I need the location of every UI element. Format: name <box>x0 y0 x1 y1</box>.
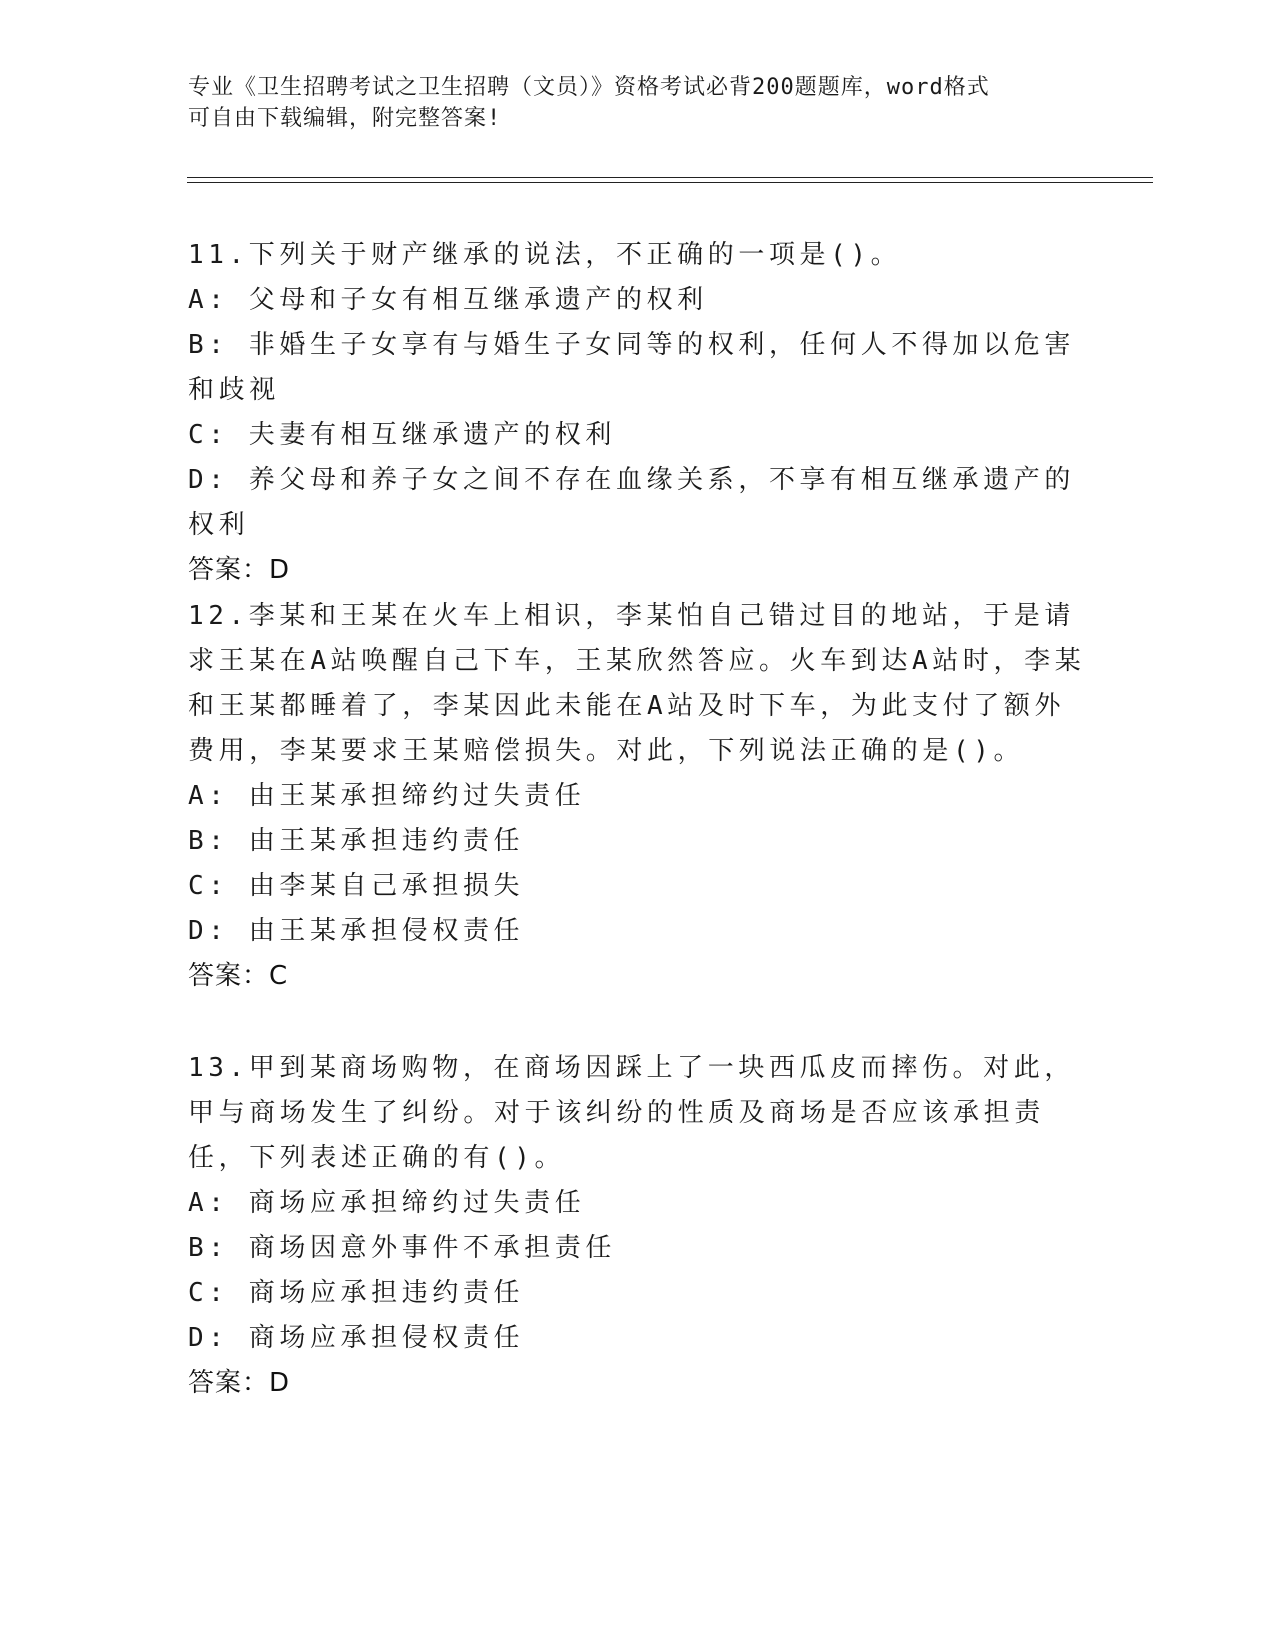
option-a: A: 商场应承担缔约过失责任 <box>188 1188 586 1218</box>
option-a: A: 由王某承担缔约过失责任 <box>188 781 586 811</box>
question-stem: 13.甲到某商场购物，在商场因踩上了一块西瓜皮而摔伤。对此，甲与商场发生了纠纷。对于该纠纷的性质及商场是否应该承担责任，下列表述正确的有()。 <box>188 1053 1075 1173</box>
question-12 <box>188 594 1088 999</box>
option-d: D: 商场应承担侵权责任 <box>188 1323 525 1353</box>
option-d: D: 由王某承担侵权责任 <box>188 916 525 946</box>
header-line-1: 专业《卫生招聘考试之卫生招聘（文员）》资格考试必背200题题库，word格式 <box>188 75 990 100</box>
header-line-2: 可自由下载编辑，附完整答案! <box>188 106 502 131</box>
option-c: C: 商场应承担违约责任 <box>188 1278 525 1308</box>
question-11 <box>188 233 1088 593</box>
answer-line: 答案：D <box>188 1368 291 1398</box>
header-rule-top <box>187 177 1153 178</box>
header-rule-bottom <box>187 182 1153 183</box>
answer-line: 答案：C <box>188 961 289 991</box>
option-b: B: 由王某承担违约责任 <box>188 826 525 856</box>
option-b: B: 非婚生子女享有与婚生子女同等的权利，任何人不得加以危害和歧视 <box>188 330 1075 405</box>
question-stem: 12.李某和王某在火车上相识，李某怕自己错过目的地站，于是请求王某在A站唤醒自己下车，王某欣然答应。火车到达A站时，李某和王某都睡着了，李某因此未能在A站及时下车，为此支付了额外费用，李某要求王某赔偿损失。对此，下列说法正确的是()。 <box>188 601 1086 766</box>
question-13 <box>188 1046 1088 1406</box>
answer-line: 答案：D <box>188 555 291 585</box>
option-d: D: 养父母和养子女之间不存在血缘关系，不享有相互继承遗产的权利 <box>188 465 1075 540</box>
question-stem: 11.下列关于财产继承的说法，不正确的一项是()。 <box>188 240 902 270</box>
option-c: C: 由李某自己承担损失 <box>188 871 525 901</box>
document-header <box>188 72 1068 134</box>
option-b: B: 商场因意外事件不承担责任 <box>188 1233 616 1263</box>
option-a: A: 父母和子女有相互继承遗产的权利 <box>188 285 708 315</box>
option-c: C: 夫妻有相互继承遗产的权利 <box>188 420 616 450</box>
